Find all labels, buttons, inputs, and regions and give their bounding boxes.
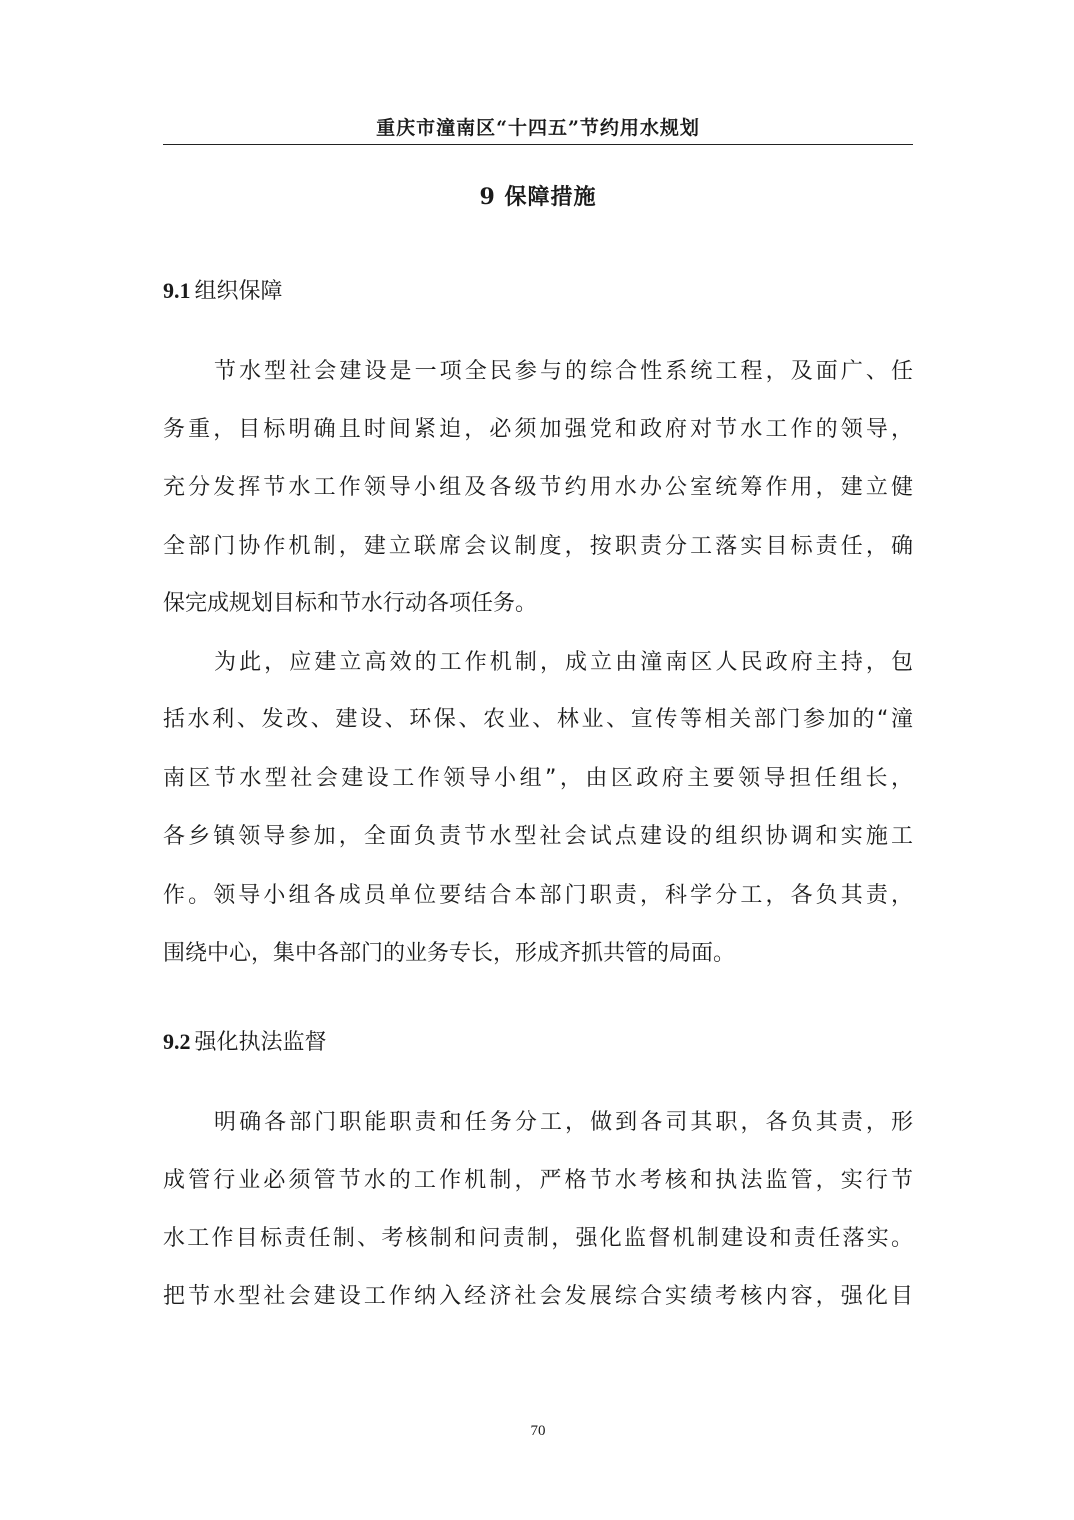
paragraph-line: 括水利、发改、建设、环保、农业、林业、宣传等相关部门参加的“潼 bbox=[163, 707, 913, 732]
header-rule bbox=[163, 144, 913, 145]
paragraph-line: 务重，目标明确且时间紧迫，必须加强党和政府对节水工作的领导， bbox=[163, 417, 913, 442]
paragraph-line: 节水型社会建设是一项全民参与的综合性系统工程，及面广、任 bbox=[214, 359, 913, 384]
running-header: 重庆市潼南区“十四五”节约用水规划 bbox=[376, 117, 700, 139]
section-heading-9-1 bbox=[163, 274, 283, 305]
section-title: 组织保障 bbox=[194, 279, 283, 304]
paragraph-line: 成管行业必须管节水的工作机制，严格节水考核和执法监管，实行节 bbox=[163, 1168, 913, 1193]
paragraph-line: 充分发挥节水工作领导小组及各级节约用水办公室统筹作用，建立健 bbox=[163, 475, 913, 500]
paragraph-line: 把节水型社会建设工作纳入经济社会发展综合实绩考核内容，强化目 bbox=[163, 1284, 913, 1309]
paragraph-line: 保完成规划目标和节水行动各项任务。 bbox=[163, 591, 538, 616]
section-number: 9.2 bbox=[163, 1029, 191, 1054]
paragraph-line: 为此，应建立高效的工作机制，成立由潼南区人民政府主持，包 bbox=[214, 650, 913, 675]
paragraph-line: 全部门协作机制，建立联席会议制度，按职责分工落实目标责任，确 bbox=[163, 534, 913, 559]
chapter-title: 9 保障措施 bbox=[479, 184, 597, 210]
paragraph-line: 水工作目标责任制、考核制和问责制，强化监督机制建设和责任落实。 bbox=[163, 1226, 913, 1251]
paragraph-line: 南区节水型社会建设工作领导小组”，由区政府主要领导担任组长， bbox=[163, 766, 913, 791]
section-number: 9.1 bbox=[163, 278, 191, 303]
section-title: 强化执法监督 bbox=[194, 1030, 327, 1055]
section-heading-9-2 bbox=[163, 1025, 327, 1056]
paragraph-line: 围绕中心，集中各部门的业务专长，形成齐抓共管的局面。 bbox=[163, 941, 736, 966]
paragraph-line: 各乡镇领导参加，全面负责节水型社会试点建设的组织协调和实施工 bbox=[163, 824, 913, 849]
paragraph-line: 作。领导小组各成员单位要结合本部门职责，科学分工，各负其责， bbox=[163, 883, 913, 908]
page-number: 70 bbox=[530, 1423, 546, 1439]
paragraph-line: 明确各部门职能职责和任务分工，做到各司其职，各负其责，形 bbox=[214, 1110, 913, 1135]
